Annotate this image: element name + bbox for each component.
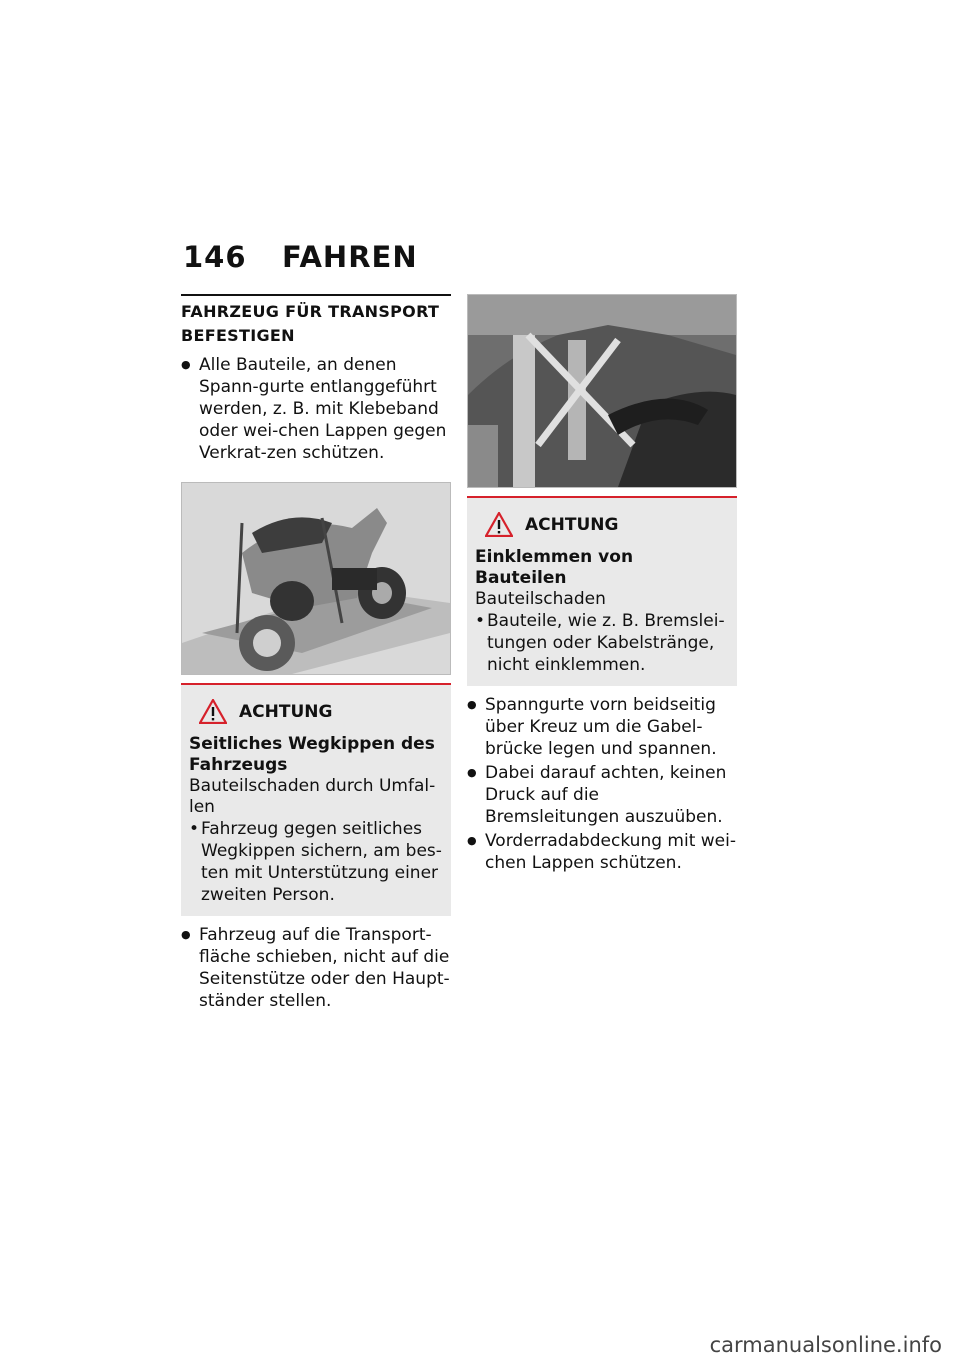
warning-list: [475, 610, 729, 676]
bullet-list: [181, 354, 451, 464]
warning-title: Einklemmen von Bauteilen: [475, 547, 634, 588]
warning-triangle-icon: [485, 512, 513, 537]
section-title: FAHRZEUG FÜR TRANSPORT BEFESTIGEN: [181, 294, 451, 348]
list-item: • Bauteile, wie z. B. Bremslei-tungen oder Kabelstränge, nicht einklemmen.: [475, 610, 729, 676]
bullet-list: [181, 924, 451, 1012]
warning-header: [475, 512, 729, 537]
list-item: • Fahrzeug gegen seitliches Wegkippen sichern, am bes-ten mit Unterstützung einer zweiten Person.: [189, 818, 443, 906]
warning-list: [189, 818, 443, 906]
warning-label: ACHTUNG: [239, 701, 333, 722]
watermark-link[interactable]: carmanualsonline.info: [709, 1333, 942, 1357]
page-number: 146: [183, 240, 247, 274]
warning-box: [467, 496, 737, 686]
bullet-list: [467, 694, 737, 874]
warning-label: ACHTUNG: [525, 514, 619, 535]
warning-text: Bauteilschaden: [475, 589, 606, 609]
front-fork-strap-image: [467, 294, 737, 488]
list-item: ● Fahrzeug auf die Transport-fläche schieben, nicht auf die Seitenstütze oder den Haupt-ständer stellen.: [181, 924, 451, 1012]
warning-title: Seitliches Wegkippen des Fahrzeugs: [189, 734, 435, 775]
right-column: [467, 294, 737, 876]
list-item: ● Vorderradabdeckung mit wei-chen Lappen schützen.: [467, 830, 737, 874]
warning-text: Bauteilschaden durch Umfal-len: [189, 776, 436, 817]
list-item: ● Spanngurte vorn beidseitig über Kreuz um die Gabel-brücke legen und spannen.: [467, 694, 737, 760]
warning-header: [189, 699, 443, 724]
list-item: ● Dabei darauf achten, keinen Druck auf die Bremsleitungen auszuüben.: [467, 762, 737, 828]
scooter-on-trailer-image: [181, 482, 451, 675]
chapter-title: FAHREN: [282, 240, 418, 274]
list-item: ● Alle Bauteile, an denen Spann-gurte entlanggeführt werden, z. B. mit Klebeband oder wei-chen Lappen gegen Verkrat-zen schützen.: [181, 354, 451, 464]
warning-box: [181, 683, 451, 916]
warning-triangle-icon: [199, 699, 227, 724]
left-column: [181, 294, 451, 1014]
